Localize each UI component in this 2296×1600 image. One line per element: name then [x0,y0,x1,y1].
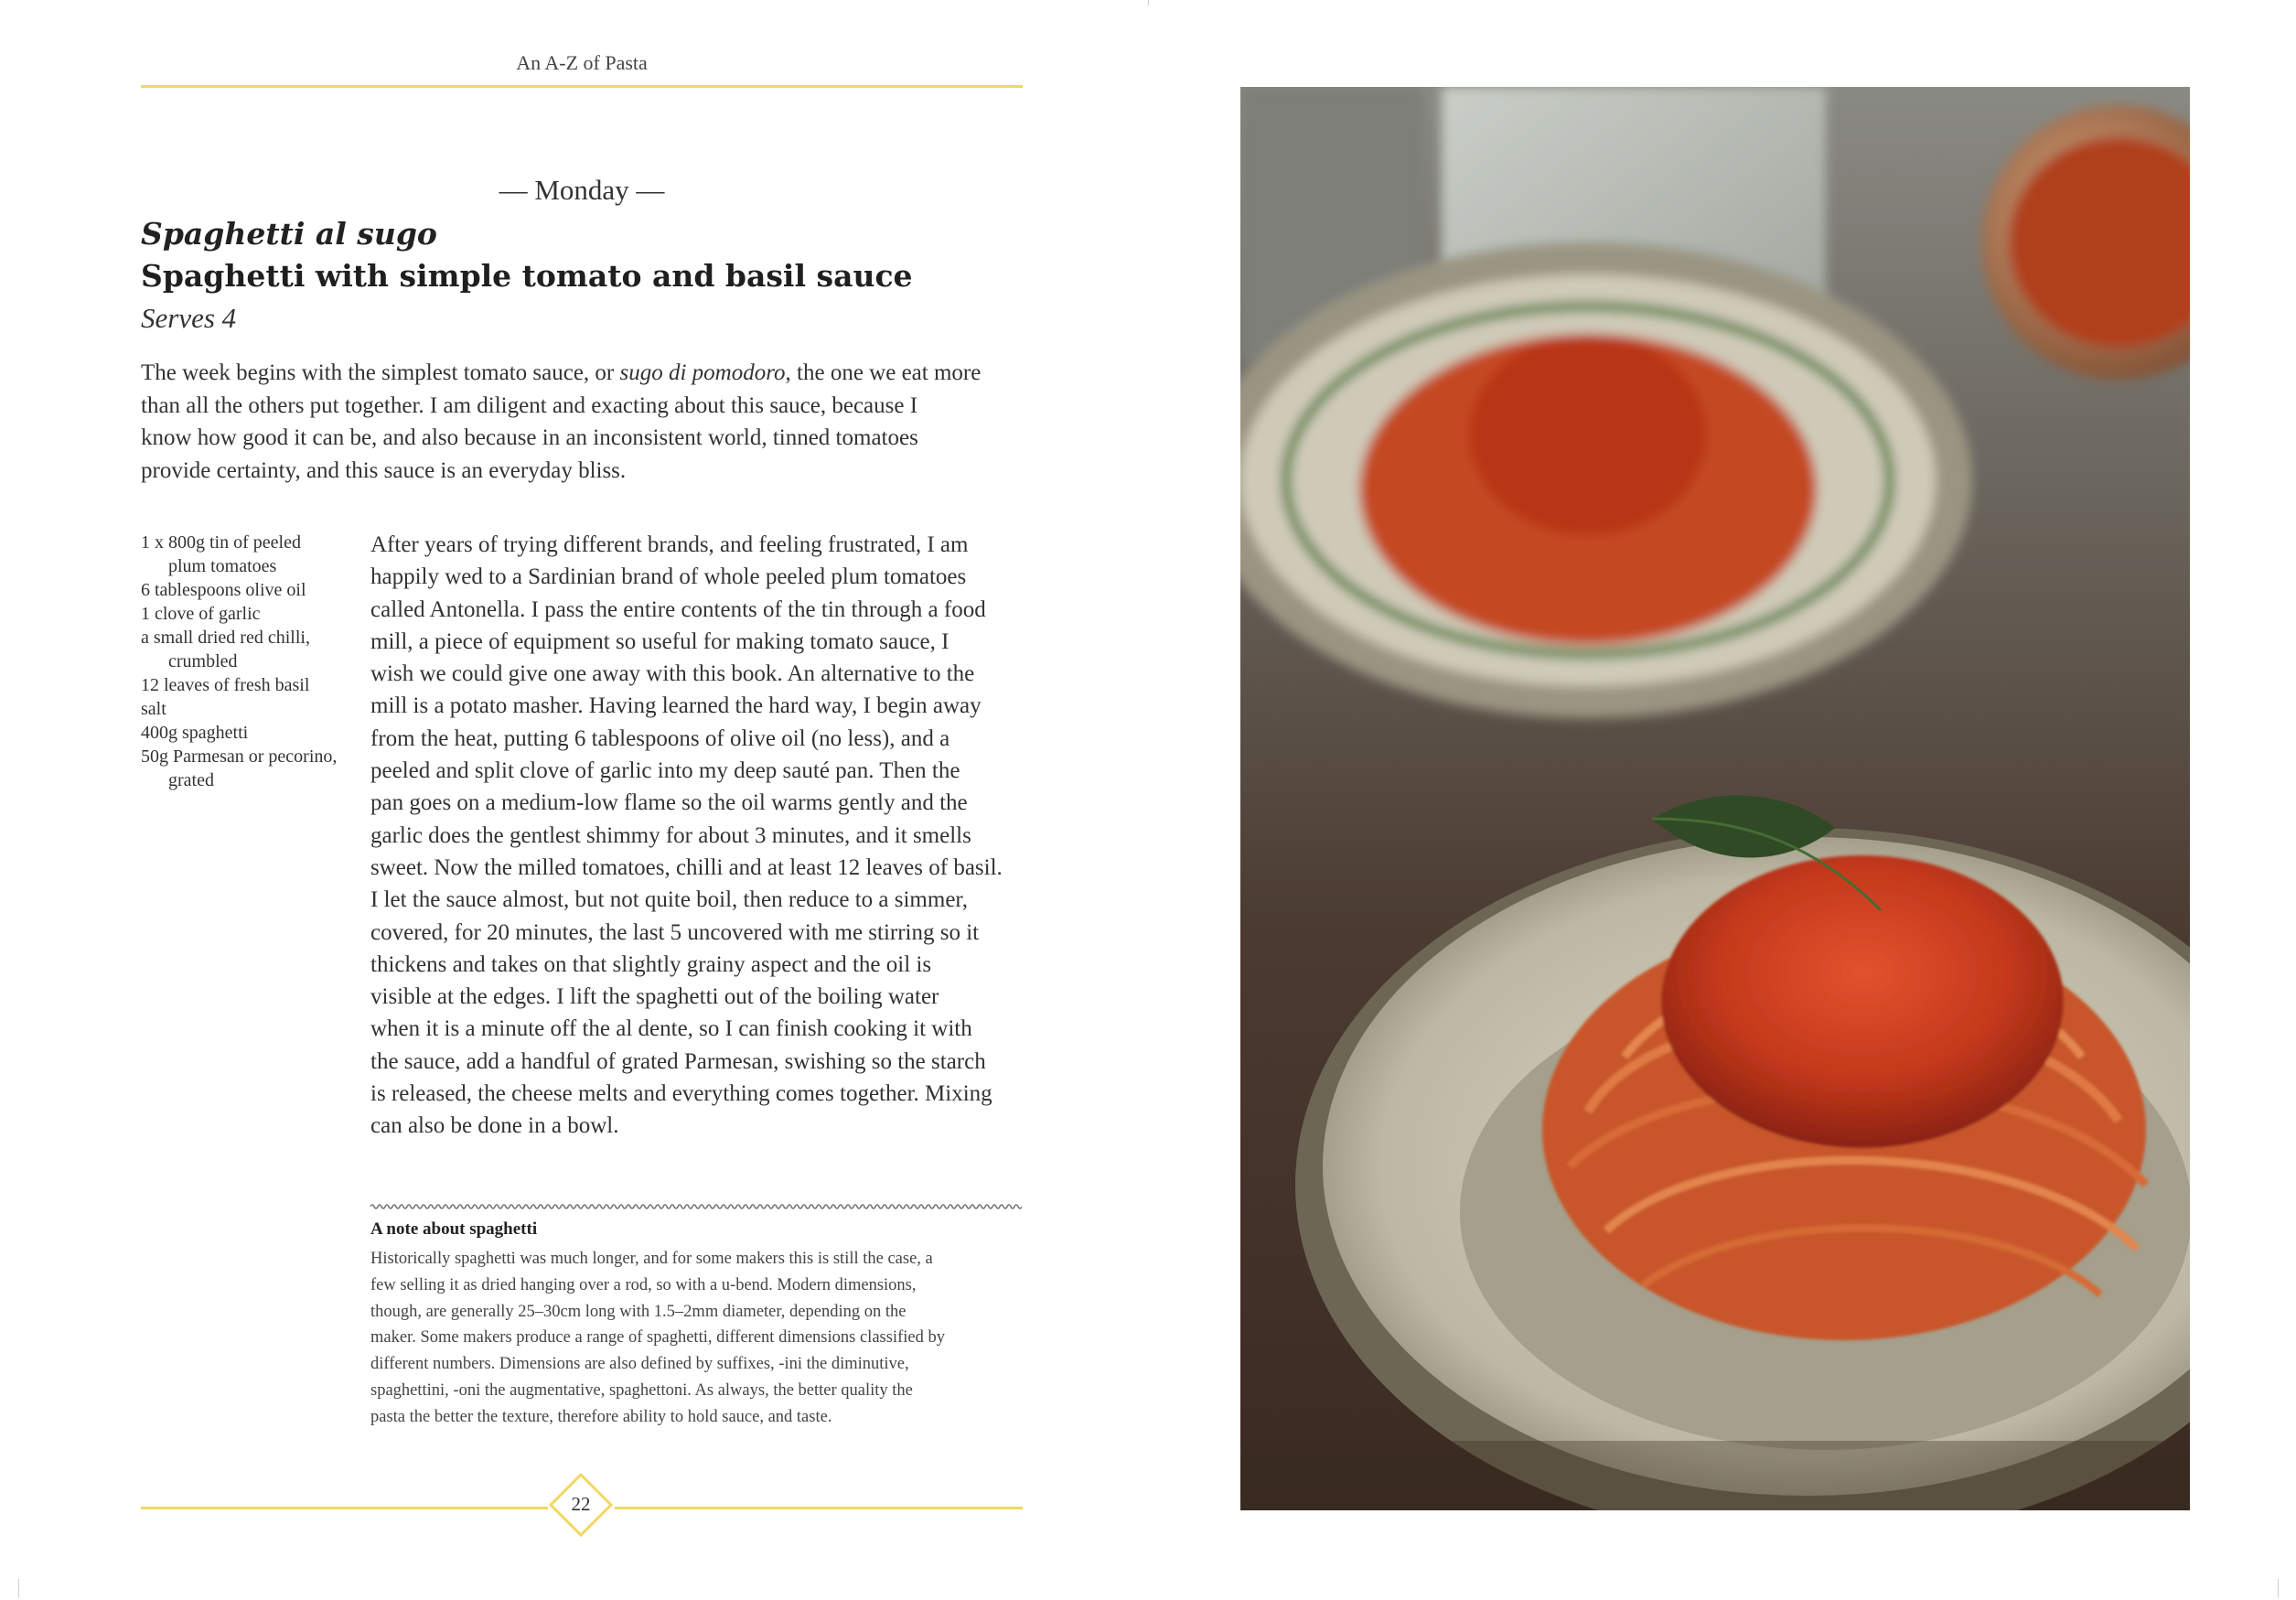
method-paragraph [370,529,1029,1143]
ingredient-item: salt [141,699,166,719]
method-line: sweet. Now the milled tomatoes, chilli and at least 12 leaves of basil. [370,854,1003,880]
footer-rule-right [615,1507,1023,1509]
recipe-italian-title: Spaghetti al sugo [141,216,437,252]
running-head: An A-Z of Pasta [516,51,648,74]
method-line: when it is a minute off the al dente, so I can finish cooking it with [370,1016,972,1042]
note-line: maker. Some makers produce a range of spaghetti, different dimensions classified by [370,1328,945,1348]
pasta-illustration [1240,87,2190,1510]
footer-rule-left [141,1507,548,1509]
intro-italic-term: sugo di pomodoro [619,360,786,385]
crop-mark [2278,1579,2279,1597]
crop-mark [18,1579,19,1597]
method-line: peeled and split clove of garlic into my deep sauté pan. Then the [370,758,960,784]
method-line: visible at the edges. I lift the spaghetti out of the boiling water [370,984,939,1010]
recipe-serves: Serves 4 [141,302,237,334]
recipe-english-title: Spaghetti with simple tomato and basil sauce [141,258,913,294]
ingredient-item: 12 leaves of fresh basil [141,675,310,695]
ingredient-item: 400g spaghetti [141,723,249,743]
method-line: mill is a potato masher. Having learned the hard way, I begin away [370,693,982,719]
method-line: I let the sauce almost, but not quite boil, then reduce to a simmer, [370,887,968,913]
method-line: the sauce, add a handful of grated Parmesan, swishing so the starch [370,1048,986,1074]
note-line: few selling it as dried hanging over a rod, so with a u-bend. Modern dimensions, [370,1275,917,1294]
method-line: can also be done in a bowl. [370,1113,619,1139]
note-heading: A note about spaghetti [370,1219,538,1239]
note-line: pasta the better the texture, therefore ability to hold sauce, and taste. [370,1407,832,1426]
ingredient-item: a small dried red chilli, crumbled [141,628,310,671]
ingredient-item: 1 clove of garlic [141,604,261,624]
note-wavy-divider [370,1200,1022,1213]
ingredient-item: 6 tablespoons olive oil [141,580,306,600]
day-heading: — Monday — [499,174,665,206]
method-line: After years of trying different brands, and feeling frustrated, I am [370,532,969,557]
method-line: garlic does the gentlest shimmy for about 3 minutes, and it smells [370,822,971,848]
method-line: wish we could give one away with this book. An alternative to the [370,661,975,687]
method-line: pan goes on a medium-low flame so the oil warms gently and the [370,790,968,816]
method-line: called Antonella. I pass the entire contents of the tin through a food [370,596,986,622]
intro-paragraph: The week begins with the simplest tomato sauce, or sugo di pomodoro, the one we eat more than all the others put together. I am diligent and exacting about this sauce, because I know how good it can be, and also because in an inconsistent world, tinned tomatoes provide certainty, and this sauce is an everyday bliss. [141,360,982,483]
method-line: from the heat, putting 6 tablespoons of olive oil (no less), and a [370,725,950,751]
ingredient-item: 50g Parmesan or pecorino, grated [141,746,338,790]
method-line: is released, the cheese melts and everything comes together. Mixing [370,1081,992,1107]
method-line: covered, for 20 minutes, the last 5 uncovered with me stirring so it [370,919,980,945]
header-rule [141,85,1023,88]
page-number: 22 [571,1493,591,1515]
ingredients-list [141,531,342,792]
crop-mark [1148,0,1149,5]
method-line: mill, a piece of equipment so useful for making tomato sauce, I [370,628,950,654]
note-body [370,1246,1029,1431]
note-line: different numbers. Dimensions are also defined by suffixes, -ini the diminutive, [370,1355,909,1374]
ingredient-item: 1 x 800g tin of peeled plum tomatoes [141,532,301,576]
note-line: Historically spaghetti was much longer, and for some makers this is still the case, a [370,1250,933,1268]
pasta-photo [1240,87,2190,1510]
method-line: thickens and takes on that slightly grainy aspect and the oil is [370,951,932,977]
note-line: spaghettini, -oni the augmentative, spaghettoni. As always, the better quality the [370,1380,913,1400]
method-line: happily wed to a Sardinian brand of whole peeled plum tomatoes [370,564,967,590]
note-line: though, are generally 25–30cm long with 1.5–2mm diameter, depending on the [370,1302,907,1321]
